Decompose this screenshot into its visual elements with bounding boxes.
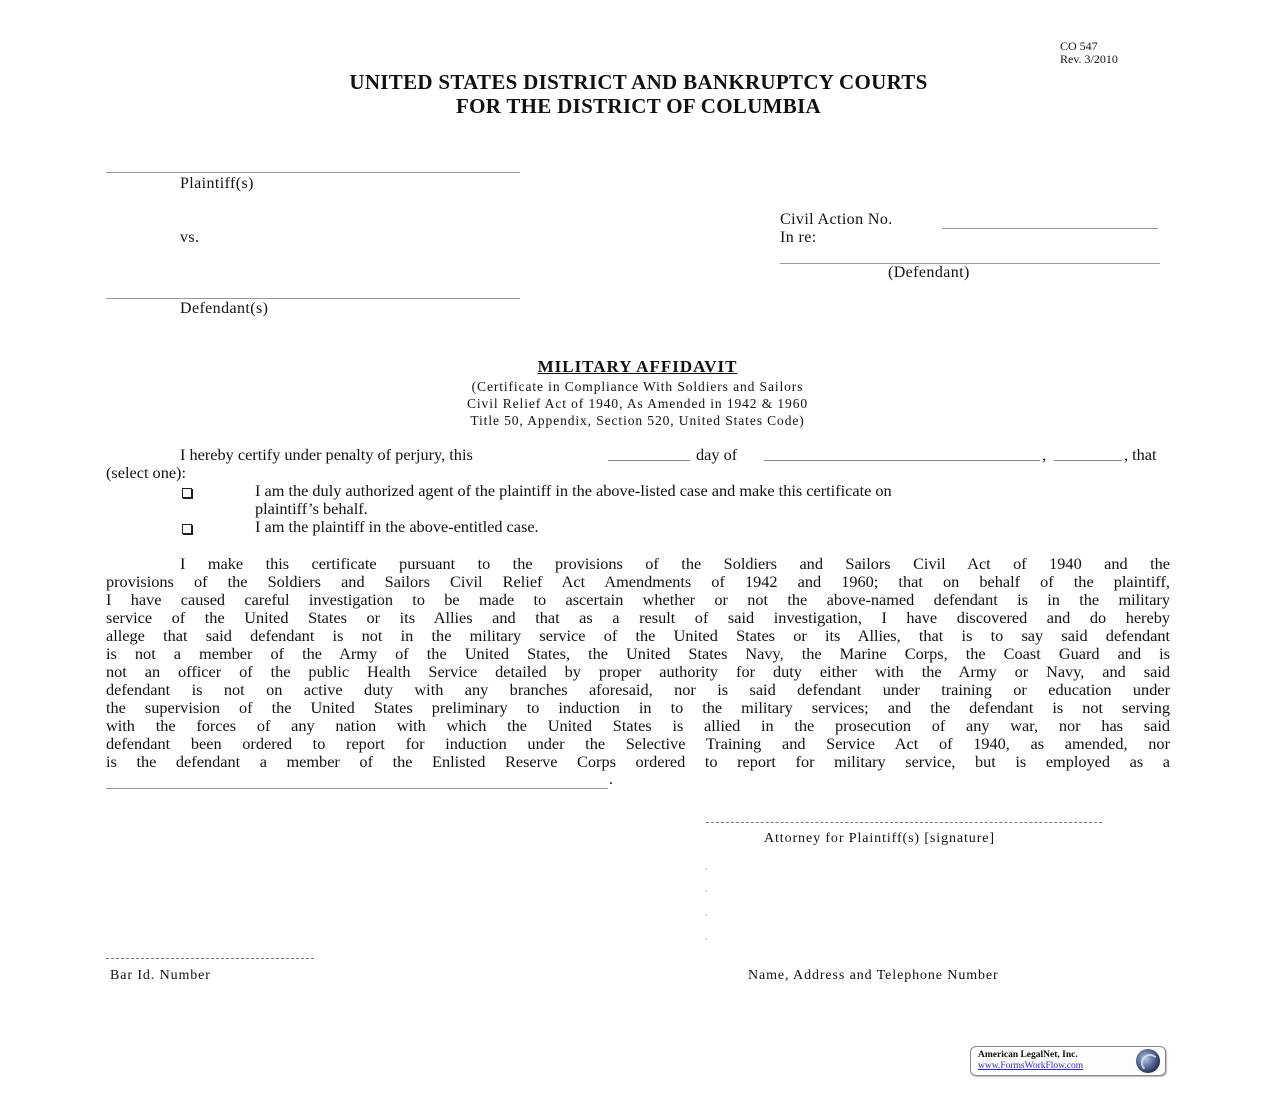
civil-action-label: Civil Action No. <box>780 211 893 228</box>
defendant-name-field[interactable] <box>106 298 520 299</box>
attorney-signature-field[interactable] <box>706 822 1102 823</box>
affidavit-subtitle <box>0 378 1275 429</box>
statement-line: is not a member of the Army of the United States, the United States Navy, the Marine Corps, the Coast Guard and is <box>106 644 1170 663</box>
certification-intro <box>106 446 1170 466</box>
statement-line: not an officer of the public Health Service detailed by proper authority for duty either with the Army or Navy, and said <box>106 662 1170 681</box>
versus-label: vs. <box>180 229 200 246</box>
statement-line: the supervision of the United States preliminary to induction in to the military services; and the defendant is not serving <box>106 698 1170 717</box>
statement-paragraph <box>106 555 1170 771</box>
statement-line: I make this certificate pursuant to the provisions of the Soldiers and Sailors Civil Act of 1940 and the <box>180 554 1170 573</box>
statement-end-period: . <box>609 771 613 788</box>
in-re-defendant-label: (Defendant) <box>888 264 970 281</box>
american-legalnet-logo[interactable] <box>970 1046 1166 1076</box>
statement-line: I have caused careful investigation to be made to ascertain whether or not the above-named defendant is in the military <box>106 590 1170 609</box>
option-agent-label <box>255 482 1170 518</box>
that-text: , that <box>1124 445 1157 464</box>
logo-url-link[interactable]: www.FormsWorkFlow.com <box>978 1061 1084 1071</box>
subtitle-line: Civil Relief Act of 1940, As Amended in 1942 & 1960 <box>466 396 808 411</box>
defendant-label: Defendant(s) <box>180 300 269 317</box>
bar-id-field[interactable] <box>106 958 314 959</box>
option-agent-checkbox[interactable] <box>182 488 192 498</box>
plaintiff-name-field[interactable] <box>106 172 520 173</box>
in-re-defendant-field[interactable] <box>780 263 1160 264</box>
statement-line: provisions of the Soldiers and Sailors Civil Relief Act Amendments of 1942 and 1960; that on behalf of the plaintiff, <box>106 572 1170 591</box>
faint-mark <box>705 938 707 940</box>
court-title-line1: UNITED STATES DISTRICT AND BANKRUPTCY COURTS <box>349 70 928 94</box>
certify-text: I hereby certify under penalty of perjury, this <box>180 445 473 464</box>
attorney-signature-label: Attorney for Plaintiff(s) [signature] <box>764 831 995 846</box>
option-agent-label-line2: plaintiff’s behalf. <box>255 499 368 518</box>
plaintiff-label: Plaintiff(s) <box>180 175 254 192</box>
statement-line: defendant is not on active duty with any branches aforesaid, nor is said defendant under training or education under <box>106 680 1170 699</box>
affidavit-title: MILITARY AFFIDAVIT <box>537 357 738 376</box>
faint-mark <box>705 914 707 916</box>
statement-line: with the forces of any nation with which the United States is allied in the prosecution of any war, nor has said <box>106 716 1170 735</box>
month-field[interactable] <box>764 448 1040 461</box>
day-field[interactable] <box>608 448 690 461</box>
form-identifier <box>1060 40 1118 66</box>
civil-action-number-field[interactable] <box>942 228 1158 229</box>
option-plaintiff-label: I am the plaintiff in the above-entitled case. <box>255 517 539 536</box>
globe-icon <box>1136 1049 1160 1073</box>
year-field[interactable] <box>1054 448 1122 461</box>
employment-field[interactable] <box>106 788 608 789</box>
option-plaintiff-checkbox[interactable] <box>182 524 192 534</box>
day-of-text: day of <box>696 445 738 464</box>
contact-info-label: Name, Address and Telephone Number <box>748 968 999 983</box>
bar-id-label: Bar Id. Number <box>110 968 211 983</box>
in-re-label: In re: <box>780 229 817 246</box>
logo-company-name: American LegalNet, Inc. <box>978 1050 1078 1060</box>
subtitle-line: Title 50, Appendix, Section 520, United States Code) <box>470 413 805 428</box>
statement-line: allege that said defendant is not in the military service of the United States or its Allies, that is to say said defendant <box>106 626 1170 645</box>
statement-line: defendant been ordered to report for induction under the Selective Training and Service Act of 1940, as amended, nor <box>106 734 1170 753</box>
court-title-line2: FOR THE DISTRICT OF COLUMBIA <box>455 94 822 118</box>
faint-mark <box>705 890 707 892</box>
faint-mark <box>705 868 707 870</box>
court-heading <box>0 70 1275 118</box>
form-revision: Rev. 3/2010 <box>1060 52 1118 66</box>
statement-line: is the defendant a member of the Enlisted Reserve Corps ordered to report for military service, but is employed as a <box>106 752 1170 771</box>
select-one-text: (select one): <box>106 463 187 482</box>
comma-text: , <box>1042 445 1047 464</box>
form-number: CO 547 <box>1060 39 1098 53</box>
statement-line: service of the United States or its Allies and that as a result of said investigation, I have discovered and do hereby <box>106 608 1170 627</box>
subtitle-line: (Certificate in Compliance With Soldiers and Sailors <box>471 379 804 394</box>
option-agent-label-line1: I am the duly authorized agent of the plaintiff in the above-listed case and make this certificate on <box>255 481 892 500</box>
